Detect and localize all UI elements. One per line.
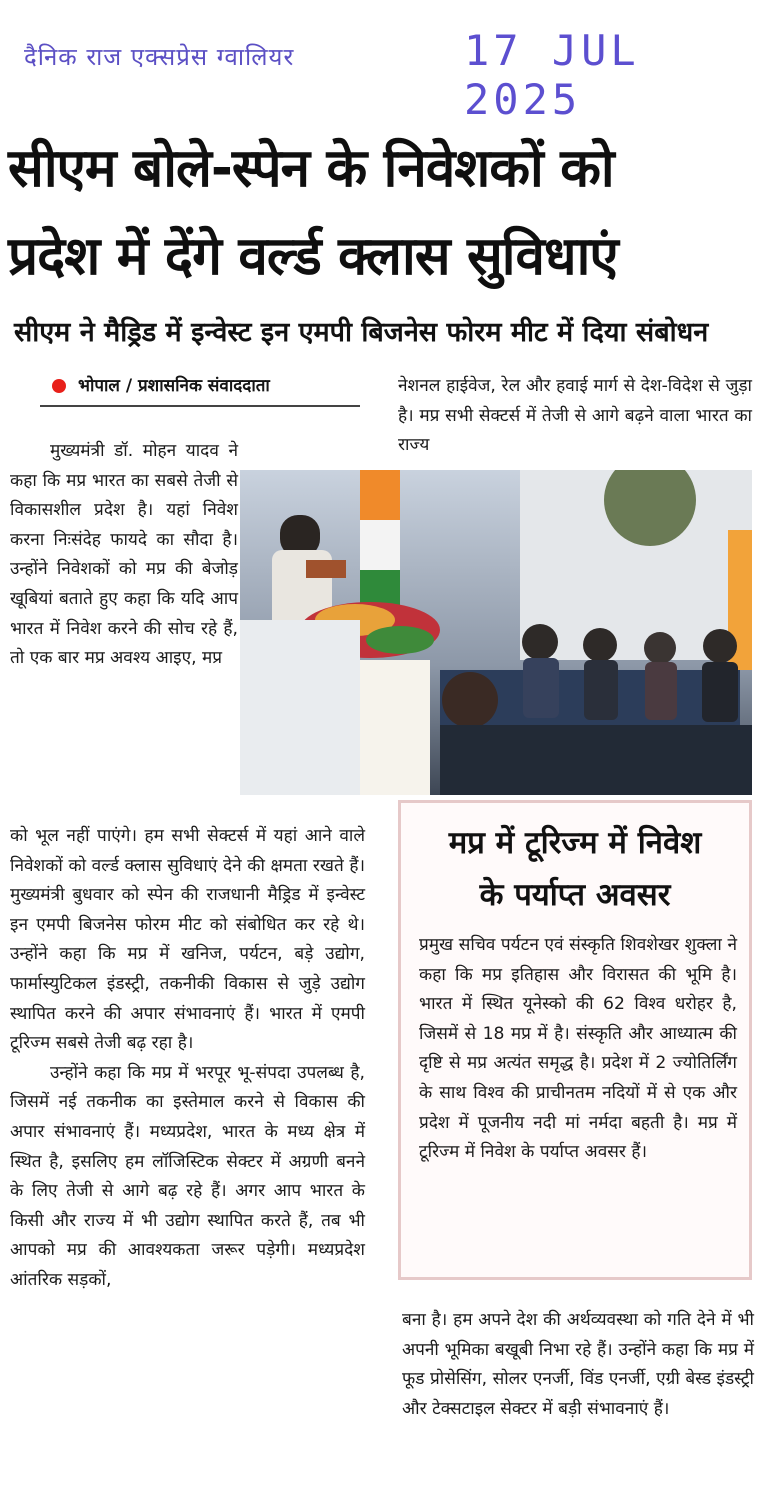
event-photo [240,470,752,795]
boxed-story-title [401,817,749,921]
article-paragraph: बना है। हम अपने देश की अर्थव्यवस्था को गति देने में भी अपनी भूमिका बखूबी निभा रहे हैं। उन्होंने कहा कि मप्र में फूड प्रोसेसिंग, सोलर एनर्जी, विंड एनर्जी, एग्री बेस्ड इंडस्ट्री और टेक्सटाइल सेक्टर में बड़ी संभावनाएं हैं। [402,1310,754,1419]
byline [40,373,360,407]
event-photo-illustration [240,470,752,795]
article-paragraph: को भूल नहीं पाएंगे। हम सभी सेक्टर्स में यहां आने वाले निवेशकों को वर्ल्ड क्लास सुविधाएं देने की क्षमता रखते हैं। मुख्यमंत्री बुधवार को स्पेन की राजधानी मैड्रिड में इन्वेस्ट इन एमपी बिजनेस फोरम मीट को संबोधित कर रहे थे। उन्होंने कहा कि मप्र में खनिज, पर्यटन, बड़े उद्योग, फार्मास्युटिकल इंडस्ट्री, तकनीकी विकास से जुड़े उद्योग स्थापित करने की अपार संभावनाएं हैं। भारत में एमपी टूरिज्म सबसे तेजी बढ़ रहा है। [10,826,365,1054]
headline [8,125,752,301]
headline-line-1: सीएम बोले-स्पेन के निवेशकों को [8,138,614,199]
article-paragraph: मुख्यमंत्री डॉ. मोहन यादव ने कहा कि मप्र भारत का सबसे तेजी से विकासशील प्रदेश है। यहां निवेश करना निःसंदेह फायदे का सौदा है। उन्होंने निवेशकों को मप्र की बेजोड़ खूबियां बताते हुए कहा कि यदि आप भारत में निवेश करने की सोच रहे हैं, तो एक बार मप्र अवश्य आइए, मप्र [10,441,238,669]
article-column-left-top [10,437,238,674]
date-stamp [14,22,744,124]
headline-line-2: प्रदेश में देंगे वर्ल्ड क्लास सुविधाएं [8,226,618,287]
boxed-story-title-line-2: के पर्याप्त अवसर [479,877,671,913]
article-column-right-bottom [402,1306,754,1424]
article-paragraph: नेशनल हाईवेज, रेल और हवाई मार्ग से देश-विदेश से जुड़ा है। मप्र सभी सेक्टर्स में तेजी से आगे बढ़ने वाला भारत का राज्य [398,376,752,456]
article-column-left-bottom [10,822,365,1296]
boxed-story-title-line-1: मप्र में टूरिज्म में निवेश [448,825,702,861]
bullet-icon [52,379,66,393]
boxed-story [398,800,752,1280]
byline-text: भोपाल / प्रशासनिक संवाददाता [78,376,270,396]
stamp-newspaper-name: दैनिक राज एक्सप्रेस ग्वालियर [24,43,295,71]
boxed-story-body: प्रमुख सचिव पर्यटन एवं संस्कृति शिवशेखर शुक्ला ने कहा कि मप्र इतिहास और विरासत की भूमि है। भारत में स्थित यूनेस्को की 62 विश्व धरोहर है, जिसमें से 18 मप्र में है। संस्कृति और आध्यात्म की दृष्टि से मप्र अत्यंत समृद्ध है। प्रदेश में 2 ज्योतिर्लिंग के साथ विश्व की प्राचीनतम नदियों में से एक और प्रदेश में पूजनीय नदी मां नर्मदा बहती है। मप्र में टूरिज्म में निवेश के पर्याप्त अवसर हैं। [419,935,737,1163]
subheadline: सीएम ने मैड्रिड में इन्वेस्ट इन एमपी बिजनेस फोरम मीट में दिया संबोधन [14,317,709,348]
article-paragraph: उन्होंने कहा कि मप्र में भरपूर भू-संपदा उपलब्ध है, जिसमें नई तकनीक का इस्तेमाल करने से विकास की अपार संभावनाएं हैं। मध्यप्रदेश, भारत के मध्य क्षेत्र में स्थित है, इसलिए हम लॉजिस्टिक सेक्टर में अग्रणी बनने के लिए तेजी से आगे बढ़ रहे हैं। अगर आप भारत के किसी और राज्य में भी उद्योग स्थापित करते हैं, तब भी आपको मप्र की आवश्यकता जरूर पड़ेगी। मध्यप्रदेश आंतरिक सड़कों, [10,1062,365,1290]
article-column-right-top [398,372,752,461]
stamp-date: 17 JUL 2025 [464,26,640,124]
